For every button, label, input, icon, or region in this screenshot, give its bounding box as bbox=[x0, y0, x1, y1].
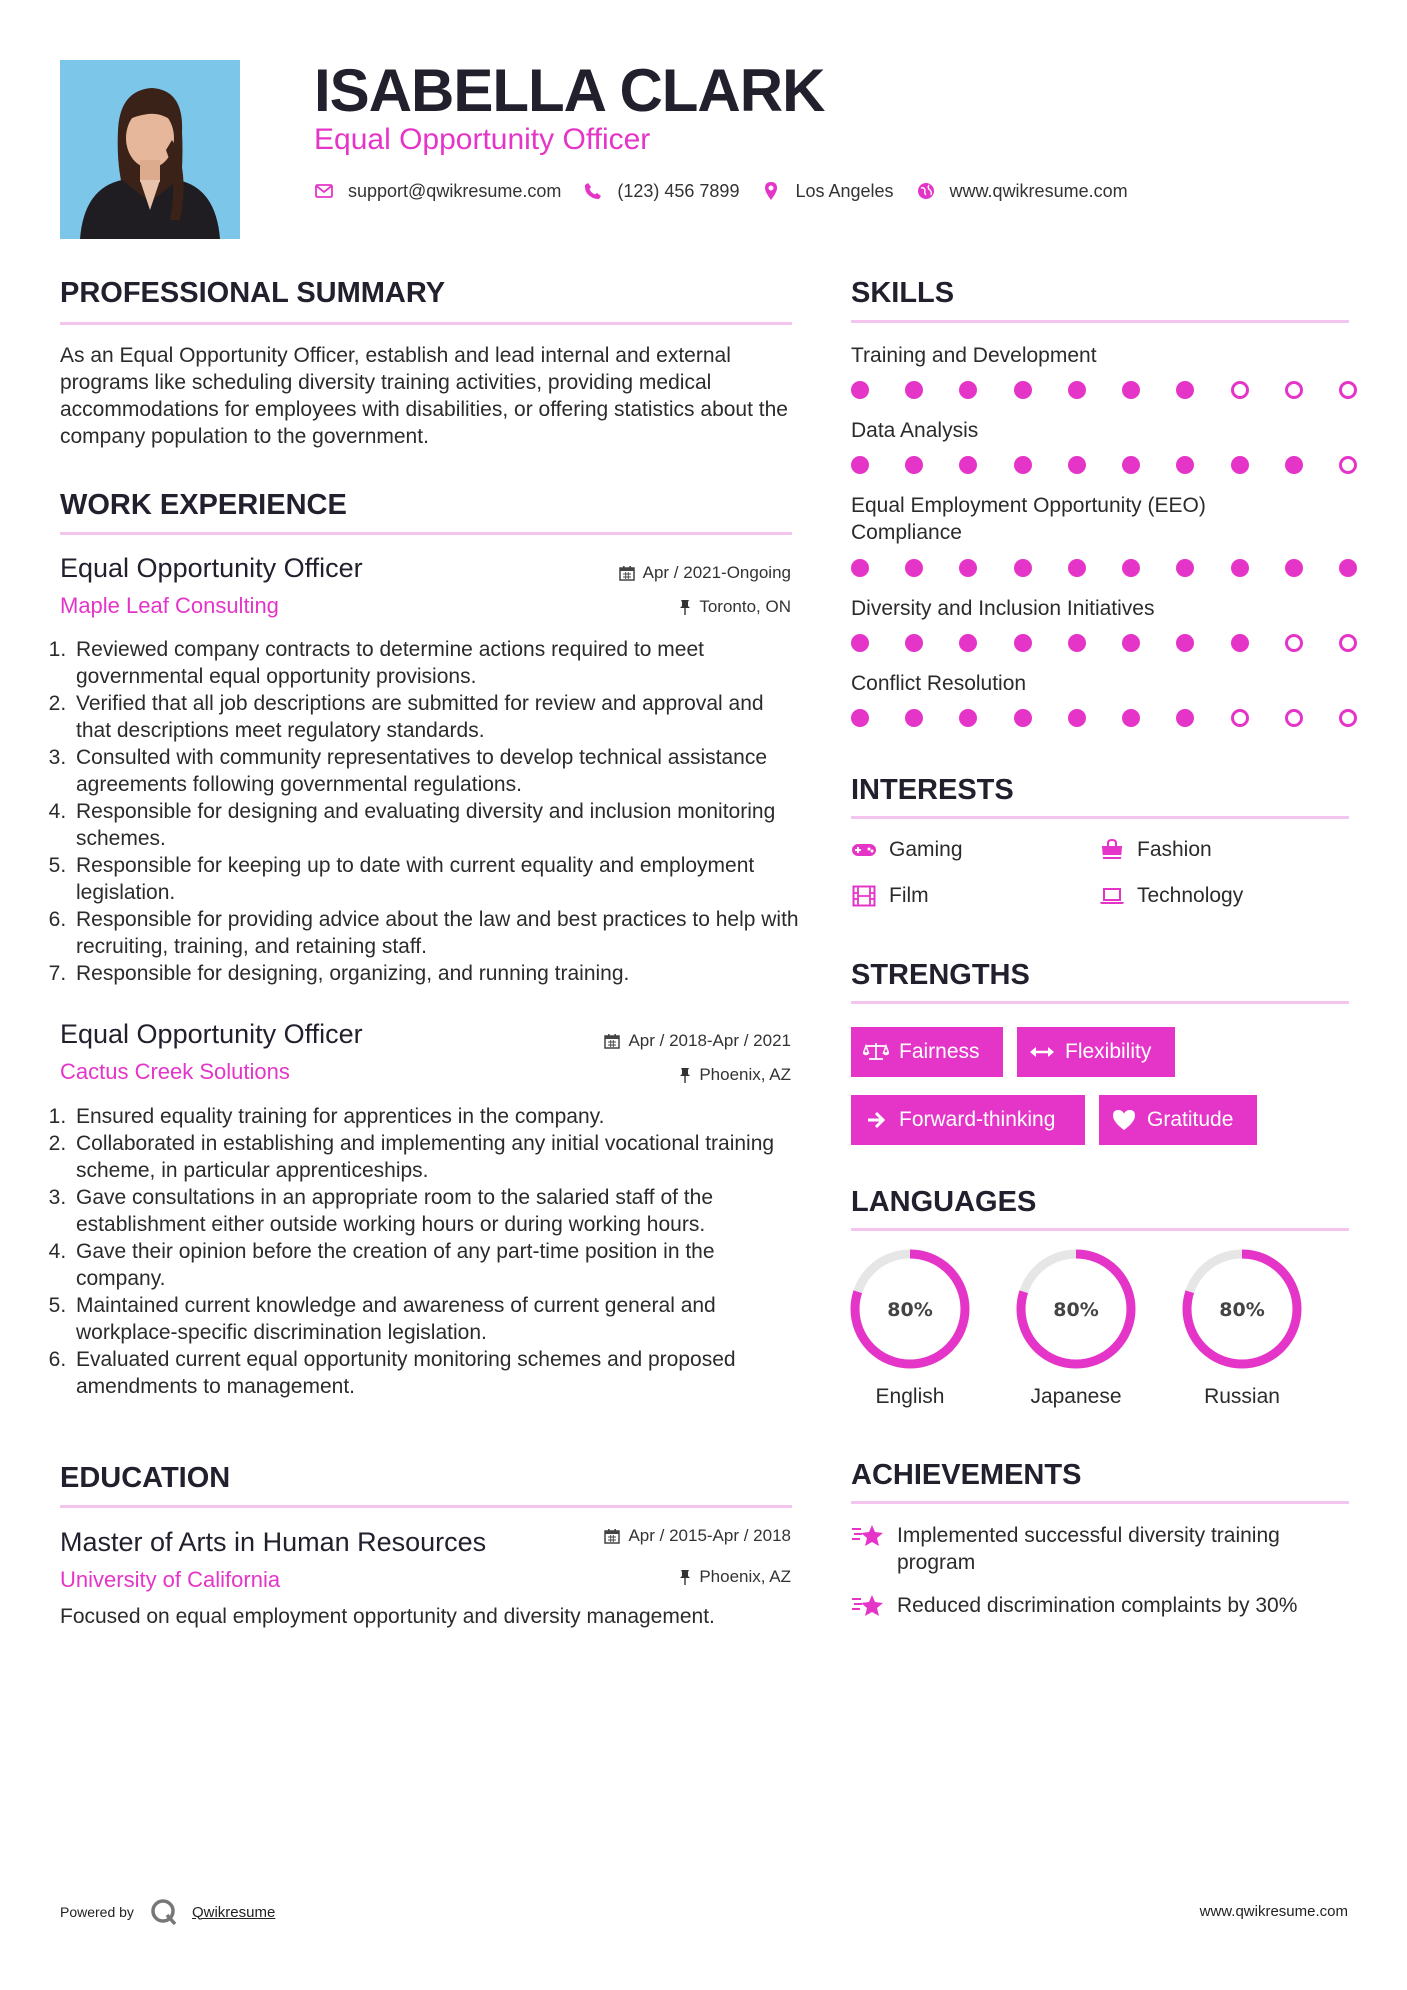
summary-heading: PROFESSIONAL SUMMARY bbox=[60, 277, 446, 309]
language-progress-ring bbox=[1180, 1247, 1304, 1371]
contact-email-text: support@qwikresume.com bbox=[348, 180, 562, 201]
achievements-heading: ACHIEVEMENTS bbox=[851, 1459, 1082, 1491]
job-1-dates-text: Apr / 2021-Ongoing bbox=[642, 563, 791, 582]
education-rule bbox=[60, 1505, 792, 1508]
interest-label: Gaming bbox=[889, 838, 963, 861]
list-item: 1. Ensured equality training for apprentices in the company. bbox=[72, 1103, 800, 1130]
skill-dot-filled bbox=[959, 709, 977, 727]
calendar-icon bbox=[604, 1033, 620, 1049]
strength-chip bbox=[851, 1095, 1085, 1145]
calendar-icon bbox=[619, 565, 635, 581]
interest-technology bbox=[1099, 882, 1243, 909]
achievement-text: Implemented successful diversity training program bbox=[897, 1524, 1280, 1574]
skill-name: Diversity and Inclusion Initiatives bbox=[851, 597, 1155, 620]
education-heading: EDUCATION bbox=[60, 1462, 231, 1494]
education-dates bbox=[604, 1525, 791, 1547]
skills-rule bbox=[851, 320, 1349, 323]
arrow-right-icon bbox=[863, 1109, 889, 1131]
globe-icon bbox=[916, 181, 936, 201]
languages-rule bbox=[851, 1228, 1349, 1231]
interest-gaming bbox=[851, 836, 963, 863]
phone-icon bbox=[583, 181, 603, 201]
pushpin-icon bbox=[679, 1067, 691, 1083]
education-degree: Master of Arts in Human Resources bbox=[60, 1527, 487, 1557]
film-icon bbox=[851, 885, 877, 907]
list-item: 3. Consulted with community representatives to develop technical assistance agreements following governmental regulations. bbox=[72, 744, 800, 798]
arrows-horizontal-icon bbox=[1029, 1041, 1055, 1063]
skill-dot-filled bbox=[1122, 456, 1140, 474]
skill-dot-filled bbox=[1231, 456, 1249, 474]
experience-rule bbox=[60, 532, 792, 535]
job-2-dates bbox=[604, 1030, 791, 1052]
list-item: 5. Responsible for keeping up to date with current equality and employment legislation. bbox=[72, 852, 800, 906]
job-2-company: Cactus Creek Solutions bbox=[60, 1059, 290, 1084]
calendar-icon bbox=[604, 1528, 620, 1544]
ring-percent-label: 80% bbox=[1219, 1299, 1265, 1321]
skill-dot-filled bbox=[1068, 456, 1086, 474]
skill-dot-filled bbox=[1231, 634, 1249, 652]
skill-dot-empty bbox=[1339, 381, 1357, 399]
skill-dot-filled bbox=[905, 381, 923, 399]
interest-label: Technology bbox=[1137, 884, 1244, 907]
skill-rating bbox=[851, 381, 1351, 401]
list-item: 7. Responsible for designing, organizing, and running training. bbox=[72, 960, 800, 987]
education-description: Focused on equal employment opportunity and diversity management. bbox=[60, 1605, 715, 1628]
balance-scale-icon bbox=[863, 1041, 889, 1063]
skill-dot-filled bbox=[1176, 559, 1194, 577]
strength-chip bbox=[1099, 1095, 1257, 1145]
skill-dot-filled bbox=[1176, 634, 1194, 652]
skill-dot-filled bbox=[1068, 381, 1086, 399]
skill-dot-filled bbox=[1122, 634, 1140, 652]
skill-dot-empty bbox=[1285, 634, 1303, 652]
job-2-title: Equal Opportunity Officer bbox=[60, 1019, 363, 1049]
job-1-title: Equal Opportunity Officer bbox=[60, 553, 363, 583]
list-item: 6. Responsible for providing advice about the law and best practices to help with recruiting, training, and retaining staff. bbox=[72, 906, 800, 960]
shopping-bag-icon bbox=[1099, 839, 1125, 861]
list-item: 4. Gave their opinion before the creation of any part-time position in the company. bbox=[72, 1238, 800, 1292]
strength-label: Forward-thinking bbox=[899, 1108, 1056, 1131]
skill-dot-filled bbox=[1176, 456, 1194, 474]
laptop-icon bbox=[1099, 885, 1125, 907]
skill-dot-filled bbox=[959, 456, 977, 474]
gamepad-icon bbox=[851, 839, 877, 861]
languages-heading: LANGUAGES bbox=[851, 1186, 1037, 1218]
skill-dot-filled bbox=[1014, 559, 1032, 577]
contact-location bbox=[761, 181, 893, 202]
contact-location-text: Los Angeles bbox=[795, 180, 894, 201]
language-name: Russian bbox=[1204, 1385, 1280, 1408]
strength-chip bbox=[851, 1027, 1003, 1077]
list-item: 1. Reviewed company contracts to determine actions required to meet governmental equal opportunity provisions. bbox=[72, 636, 800, 690]
profile-photo bbox=[60, 60, 240, 239]
skill-dot-filled bbox=[1231, 559, 1249, 577]
interests-rule bbox=[851, 816, 1349, 819]
contact-email[interactable] bbox=[314, 181, 561, 202]
skill-dot-filled bbox=[1339, 559, 1357, 577]
skill-dot-filled bbox=[851, 381, 869, 399]
skill-dot-filled bbox=[851, 456, 869, 474]
skill-dot-empty bbox=[1285, 709, 1303, 727]
contact-phone-text: (123) 456 7899 bbox=[617, 180, 740, 201]
experience-heading: WORK EXPERIENCE bbox=[60, 489, 347, 521]
education-school: University of California bbox=[60, 1567, 281, 1592]
contact-website-text: www.qwikresume.com bbox=[949, 180, 1128, 201]
pushpin-icon bbox=[679, 1569, 691, 1585]
skill-dot-filled bbox=[1122, 559, 1140, 577]
strength-label: Flexibility bbox=[1065, 1040, 1152, 1063]
strength-label: Fairness bbox=[899, 1040, 980, 1063]
skill-dot-empty bbox=[1339, 709, 1357, 727]
skill-dot-filled bbox=[1122, 381, 1140, 399]
skill-dot-filled bbox=[1176, 381, 1194, 399]
skill-dot-filled bbox=[1014, 709, 1032, 727]
powered-by-text: Powered by bbox=[60, 1904, 134, 1920]
skill-dot-filled bbox=[1014, 381, 1032, 399]
achievements-rule bbox=[851, 1501, 1349, 1504]
skill-dot-empty bbox=[1231, 381, 1249, 399]
job-2-duties bbox=[54, 1103, 800, 1400]
education-location-text: Phoenix, AZ bbox=[699, 1567, 791, 1586]
interest-label: Fashion bbox=[1137, 838, 1212, 861]
summary-text: As an Equal Opportunity Officer, establish and lead internal and external programs like scheduling diversity training activities, providing medical accommodations for employees with disabilities, or offering statistics about the company population to the government. bbox=[60, 344, 788, 448]
skills-heading: SKILLS bbox=[851, 277, 955, 309]
achievement-item bbox=[851, 1522, 1351, 1576]
achievement-text: Reduced discrimination complaints by 30% bbox=[897, 1594, 1298, 1617]
list-item: 4. Responsible for designing and evaluating diversity and inclusion monitoring schemes. bbox=[72, 798, 800, 852]
skill-dot-empty bbox=[1339, 634, 1357, 652]
ring-percent-label: 80% bbox=[1053, 1299, 1099, 1321]
skill-dot-filled bbox=[851, 634, 869, 652]
strength-chip bbox=[1017, 1027, 1175, 1077]
job-1-company: Maple Leaf Consulting bbox=[60, 593, 279, 618]
map-pin-icon bbox=[761, 181, 781, 201]
language-progress-ring bbox=[1014, 1247, 1138, 1371]
skill-dot-filled bbox=[1285, 456, 1303, 474]
contact-website[interactable] bbox=[916, 181, 1128, 202]
language-name: Japanese bbox=[1030, 1385, 1122, 1408]
pushpin-icon bbox=[679, 599, 691, 615]
job-1-location bbox=[679, 596, 791, 618]
skill-dot-filled bbox=[851, 709, 869, 727]
job-2-location-text: Phoenix, AZ bbox=[699, 1065, 791, 1084]
strength-label: Gratitude bbox=[1147, 1108, 1234, 1131]
job-1-duties bbox=[54, 636, 800, 987]
ring-percent-label: 80% bbox=[887, 1299, 933, 1321]
skill-rating bbox=[851, 634, 1351, 654]
skill-dot-empty bbox=[1339, 456, 1357, 474]
list-item: 2. Collaborated in establishing and implementing any initial vocational training scheme, in particular apprenticeships. bbox=[72, 1130, 800, 1184]
skill-name: Data Analysis bbox=[851, 419, 979, 442]
education-location bbox=[679, 1566, 791, 1588]
skill-dot-filled bbox=[1014, 634, 1032, 652]
skill-dot-filled bbox=[905, 709, 923, 727]
skill-dot-filled bbox=[1285, 559, 1303, 577]
skill-dot-filled bbox=[1068, 559, 1086, 577]
skill-rating bbox=[851, 456, 1351, 476]
interest-fashion bbox=[1099, 836, 1212, 863]
skill-rating bbox=[851, 709, 1351, 729]
skill-dot-empty bbox=[1285, 381, 1303, 399]
education-dates-text: Apr / 2015-Apr / 2018 bbox=[628, 1526, 791, 1545]
list-item: 6. Evaluated current equal opportunity monitoring schemes and proposed amendments to management. bbox=[72, 1346, 800, 1400]
shooting-star-icon bbox=[851, 1592, 885, 1619]
strengths-rule bbox=[851, 1001, 1349, 1004]
summary-rule bbox=[60, 322, 792, 325]
language-ring bbox=[1180, 1247, 1304, 1376]
language-progress-ring bbox=[848, 1247, 972, 1371]
language-name: English bbox=[875, 1385, 945, 1408]
list-item: 2. Verified that all job descriptions are submitted for review and approval and that descriptions meet regulatory standards. bbox=[72, 690, 800, 744]
interest-label: Film bbox=[889, 884, 929, 907]
candidate-title: Equal Opportunity Officer bbox=[314, 123, 651, 156]
skill-dot-filled bbox=[1122, 709, 1140, 727]
skill-dot-filled bbox=[959, 559, 977, 577]
language-ring bbox=[848, 1247, 972, 1376]
achievement-item bbox=[851, 1592, 1351, 1619]
skill-dot-filled bbox=[1014, 456, 1032, 474]
interest-film bbox=[851, 882, 929, 909]
skill-dot-filled bbox=[959, 381, 977, 399]
candidate-name: ISABELLA CLARK bbox=[314, 57, 825, 124]
qwikresume-logo-icon bbox=[150, 1898, 178, 1926]
skill-name: Equal Employment Opportunity (EEO) Compliance bbox=[851, 494, 1206, 544]
skill-dot-filled bbox=[1068, 709, 1086, 727]
interests-heading: INTERESTS bbox=[851, 774, 1014, 806]
job-2-dates-text: Apr / 2018-Apr / 2021 bbox=[628, 1031, 791, 1050]
job-1-dates bbox=[619, 562, 791, 584]
skill-dot-filled bbox=[1068, 634, 1086, 652]
shooting-star-icon bbox=[851, 1522, 885, 1549]
footer-powered-by bbox=[60, 1898, 275, 1926]
contact-bar bbox=[314, 178, 1150, 204]
list-item: 3. Gave consultations in an appropriate room to the salaried staff of the establishment either outside working hours or during working hours. bbox=[72, 1184, 800, 1238]
skill-dot-filled bbox=[905, 634, 923, 652]
strengths-heading: STRENGTHS bbox=[851, 959, 1030, 991]
language-ring bbox=[1014, 1247, 1138, 1376]
skill-dot-filled bbox=[1176, 709, 1194, 727]
footer-website[interactable]: www.qwikresume.com bbox=[1199, 1903, 1348, 1920]
skill-rating bbox=[851, 559, 1351, 579]
contact-phone[interactable] bbox=[583, 181, 739, 202]
skill-name: Training and Development bbox=[851, 344, 1097, 367]
skill-dot-filled bbox=[851, 559, 869, 577]
brand-link[interactable]: Qwikresume bbox=[191, 1903, 276, 1921]
skill-dot-empty bbox=[1231, 709, 1249, 727]
job-2-location bbox=[679, 1064, 791, 1086]
skill-name: Conflict Resolution bbox=[851, 672, 1027, 695]
envelope-icon bbox=[314, 181, 334, 201]
skill-dot-filled bbox=[905, 456, 923, 474]
skill-dot-filled bbox=[905, 559, 923, 577]
heart-icon bbox=[1111, 1109, 1137, 1131]
list-item: 5. Maintained current knowledge and awareness of current general and workplace-specific discrimination legislation. bbox=[72, 1292, 800, 1346]
job-1-location-text: Toronto, ON bbox=[699, 597, 791, 616]
skill-dot-filled bbox=[959, 634, 977, 652]
